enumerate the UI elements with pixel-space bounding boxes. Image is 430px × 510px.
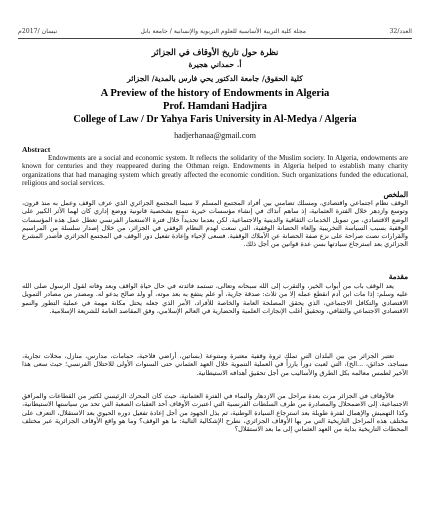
arabic-title: نظرة حول تاريخ الأوقاف في الجزائر [151, 47, 279, 57]
english-author: Prof. Hamdani Hadjira [162, 101, 267, 112]
intro-paragraph-2: تعتبر الجزائر من بين البلدان التي تملك ثروة وقفية معتبرة ومتنوعة (بساتين، أراضي فلاحية، حمامات، مدارس، منازل، محلات تجارية، مساجد، حدائق، ...الخ)، التي لعبت دوراً بارزاً في العملية التنموية خلال العهد العثماني حتى السنوات الأولى للاحتلال الفرنسي؛ حيث سعى هذا الأخير لطمس معالمه بكل الطرق والأساليب من أجل تحقيق أهدافه الاستيطانية. [22, 352, 408, 377]
summary-heading: الملخص [383, 190, 408, 199]
english-affiliation: College of Law / Dr Yahya Faris University in Al-Medya / Algeria [73, 114, 357, 125]
intro-paragraph-3: فالأوقاف في الجزائر مرت بعدة مراحل من الازدهار والنماء في الفترة العثمانية، حيث كان المحرك الرئيسي لكثير من القطاعات والمرافق الاجتماعية، إلى الاضمحلال والمصادرة من طرف السلطات الفرنسية التي اعتبرت الأوقاف أحد العقبات الصعبة التي تحد من سياستها الاستيطانية، وكذا التهميش والإهمال لفترة طويلة بعد استرجاع السيادة الوطنية، ثم بذل الجهود من أجل إعادة تفعيل دوره الحيوي بعد الاستقلال، التعرف على مختلف هذه المراحل التاريخية التي مر بها الأوقاف الجزائري، نطرح الإشكالية التالية: ما هو الوقف؟ وما هو واقع الأوقاف الجزائرية عبر مختلف المحطات التاريخية بداية من العهد العثماني إلى ما بعد الاستقلال؟ [22, 392, 408, 433]
header-rule [18, 38, 412, 39]
abstract-text: Endowments are a social and economic system. It reflects the solidarity of the Muslim society. In Algeria, endowments are known for centuries and they reappeared during the Othman reign. Endowments in Algeria helped to establish many charity organizations that had managing system which greatly affected the economic condition. Such organizations funded the educational, religious and social services. [22, 154, 408, 188]
header-date: نيسان /2017م [18, 28, 58, 35]
intro-paragraph-1: يعد الوقف باب من أبواب الخير، والتقرب إلى الله سبحانه وتعالى، تستمد فائدته في حال حياة الواقف وبعد وفاته لقول الرسول صلى الله عليه وسلم: إذا مات ابن آدم انقطع عمله إلا من ثلاث: صدقة جارية، أو علم ينتفع به بعد موته، أو ولد صالح يدعو له. ومصدر من مصادر التمويل الاقتصادي والتكافل الاجتماعي، الذي يحقق المصلحة العامة والخاصة للأفراد، الأمر الذي جعله يحتل مكانة مهمة في عملية التطور والنمو الاقتصادي الاجتماعي والثقافي، وتحقيق أغلب الإنجازات العلمية والحضارية في العالم الإسلامي، وفق المقاصد العامة للشريعة الإسلامية. [22, 282, 408, 315]
arabic-affiliation: كلية الحقوق/ جامعة الدكتور يحي فارس بالمدية/ الجزائر [127, 74, 303, 83]
intro-heading: مقدمة [388, 272, 408, 281]
summary-text: الوقف نظام اجتماعي واقتصادي، ومسلك تضامني بين أفراد المجتمع المسلم لا سيما المجتمع الجزائري الذي عرف الوقف وعمل به منذ قرون، وتوسع وازدهر خلال الفترة العثمانية، إذ ساهم آنذاك في إنشاء مؤسسات خيرية تتمتع بشخصية قانونية ووضع إداري كان لهما الأثر الكبير على الوضع الاقتصادي، من تمويل الخدمات الثقافية والدينية والاجتماعية، لكن بعدما تحديداً خلال فترة الاستعمار الفرنسي تعطل عمل هذه المؤسسات الوقفية بسبب السياسة التخريبية وإلغاء الحصانة الوقفية، التي سعت لهدم النظام الوقفي في الجزائر، من خلال إصدار سلسلة من المراسيم والقرارات نصت صراحة على نزع صفة الحصانة عن الأملاك الوقفية. فسعى لإحياء وإعادة تفعيل دور الوقف في المجتمع الجزائري فأصدر المشرع الجزائري بعد استرجاع سيادتها بسن عدة قوانين من أجل ذلك. [22, 199, 408, 249]
running-header [18, 26, 412, 37]
arabic-author: أ. حمداني هجيرة [188, 60, 242, 69]
author-email: hadjerhanaa@gmail.com [174, 131, 256, 140]
header-journal: مجلة كلية التربية الأساسية للعلوم التربوية والإنسانية / جامعة بابل [140, 28, 307, 35]
header-issue: العدد/32 [389, 28, 412, 35]
english-title: A Preview of the history of Endowments in Algeria [100, 88, 330, 99]
abstract-heading: Abstract [22, 145, 51, 154]
